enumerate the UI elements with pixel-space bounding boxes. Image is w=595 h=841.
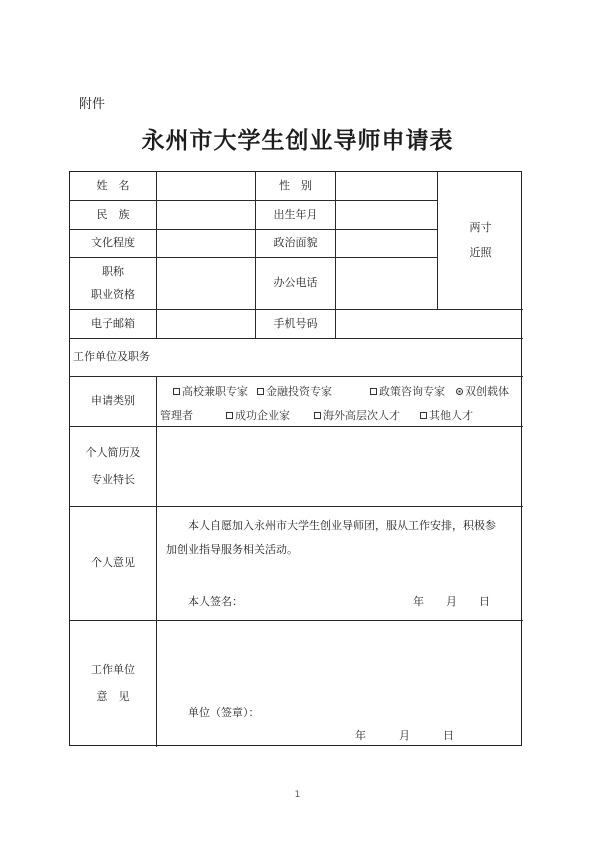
option-label: 其他人才 (429, 409, 473, 422)
option-overseas-talent[interactable] (314, 407, 400, 423)
label-resume (70, 427, 156, 506)
form-title: 永州市大学生创业导师申请表 (141, 127, 454, 154)
option-incubator-manager-cont (160, 407, 193, 423)
label-category: 申请类别 (91, 394, 135, 408)
title-field[interactable] (157, 258, 255, 309)
option-other-talent[interactable] (420, 407, 473, 423)
label-unit-opinion (70, 621, 156, 747)
label-unit-line2: 意 见 (96, 690, 130, 703)
label-resume-line2: 专业特长 (91, 472, 135, 486)
opinion-date: 年 月 日 (413, 595, 490, 608)
label-unit-line1: 工作单位 (91, 663, 135, 677)
checkbox-icon (226, 412, 233, 419)
option-finance-expert[interactable] (257, 383, 332, 399)
birth-field[interactable] (336, 201, 437, 229)
label-title (70, 258, 156, 309)
employer-field[interactable] (160, 339, 523, 376)
checkbox-icon (257, 388, 264, 395)
label-title-line1: 职称 (102, 264, 124, 278)
label-politics: 政治面貌 (273, 236, 318, 250)
checkbox-icon (173, 388, 180, 395)
signature-label: 本人签名： (188, 595, 243, 608)
photo-box[interactable] (438, 172, 523, 309)
radio-selected-icon (456, 388, 463, 395)
photo-label-recent: 近照 (469, 245, 492, 259)
label-mobile: 手机号码 (273, 316, 318, 330)
option-label: 双创载体 (465, 385, 509, 398)
education-field[interactable] (157, 230, 255, 257)
politics-field[interactable] (336, 230, 437, 257)
checkbox-icon (370, 388, 377, 395)
declaration-line1: 本人自愿加入永州市大学生创业导师团，服从工作安排，积极参 (188, 519, 496, 532)
application-table (69, 171, 522, 746)
option-label: 金融投资专家 (266, 385, 332, 398)
unit-seal-label: 单位（签章）： (188, 706, 260, 719)
label-name: 姓 名 (96, 178, 130, 192)
label-office-phone: 办公电话 (273, 276, 318, 290)
option-university-expert[interactable] (173, 383, 248, 399)
checkbox-icon (420, 412, 427, 419)
option-label: 高校兼职专家 (182, 385, 248, 398)
label-ethnicity: 民 族 (96, 207, 130, 221)
label-title-line2: 职业资格 (91, 287, 135, 301)
label-employer: 工作单位及职务 (73, 350, 150, 364)
mobile-field[interactable] (336, 310, 523, 338)
photo-label-size: 两寸 (469, 220, 492, 234)
option-policy-expert[interactable] (370, 383, 445, 399)
label-resume-line1: 个人简历及 (85, 445, 141, 459)
gender-field[interactable] (336, 172, 437, 200)
option-label: 政策咨询专家 (379, 385, 445, 398)
label-gender: 性 别 (279, 178, 312, 192)
name-field[interactable] (157, 172, 255, 200)
declaration-line2: 加创业指导服务相关活动。 (166, 543, 298, 556)
label-email: 电子邮箱 (91, 316, 135, 330)
label-birth: 出生年月 (273, 207, 318, 221)
unit-date: 年 月 日 (355, 729, 454, 742)
ethnicity-field[interactable] (157, 201, 255, 229)
option-label: 管理者 (160, 409, 193, 422)
resume-field[interactable] (157, 427, 523, 506)
option-label: 成功企业家 (235, 409, 290, 422)
option-label: 海外高层次人才 (323, 409, 400, 422)
page-number: 1 (294, 790, 301, 800)
email-field[interactable] (157, 310, 255, 338)
checkbox-icon (314, 412, 321, 419)
option-entrepreneur[interactable] (226, 407, 290, 423)
label-opinion: 个人意见 (91, 556, 135, 570)
option-incubator-manager[interactable] (456, 383, 509, 399)
label-education: 文化程度 (91, 236, 135, 250)
attachment-label: 附件 (79, 97, 106, 112)
office-phone-field[interactable] (336, 258, 437, 309)
